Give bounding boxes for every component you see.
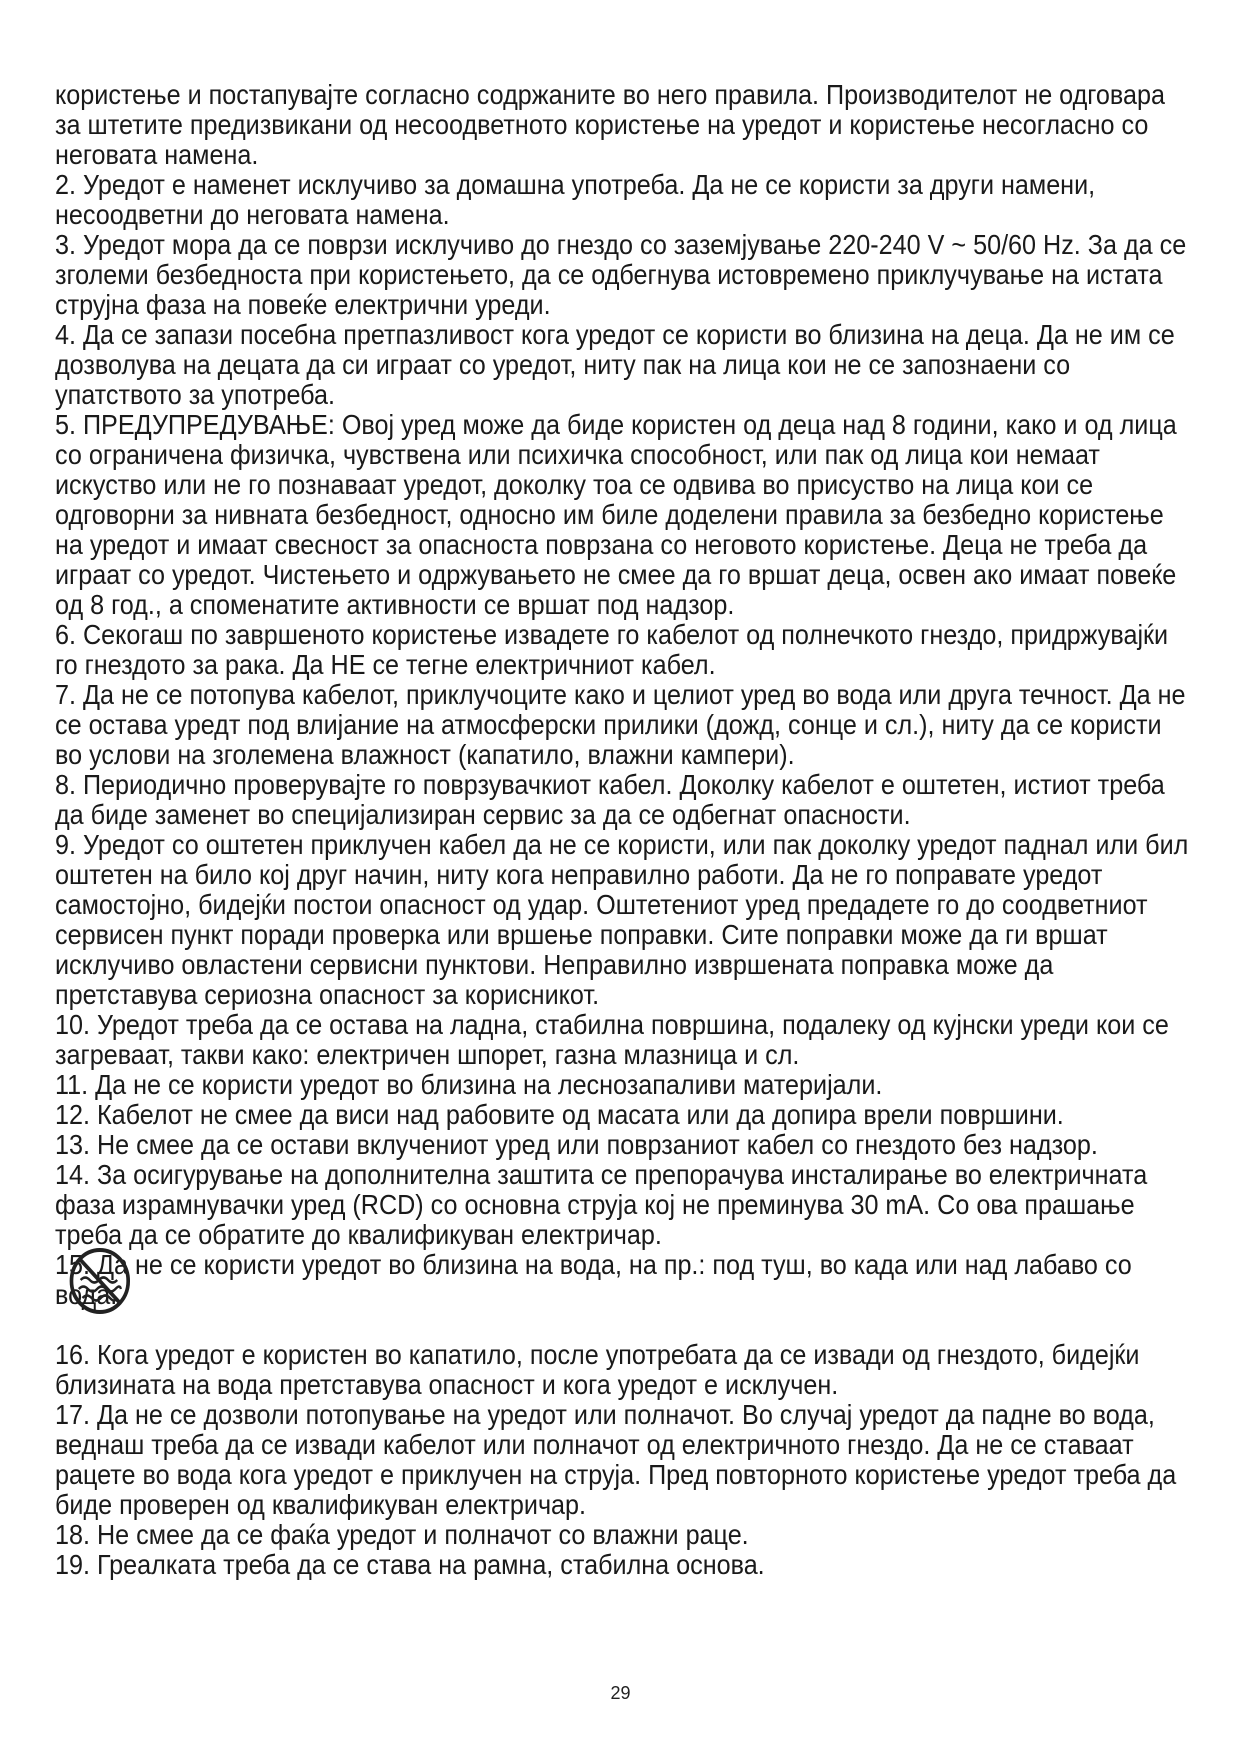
paragraph-17: 17. Да не се дозволи потопување на уредот или полначот. Во случај уредот да падне во вода, веднаш треба да се извади кабелот или полначот од електричното гнездо. Да не се ставаат рацете во вода кога уредот е приклучен на струја. Пред повторното користење уредот треба да биде проверен од квалификуван електричар.: [55, 1399, 1177, 1520]
paragraph-14: 14. За осигурување на дополнителна заштита се препорачува инсталирање во електричната фаза израмнувачки уред (RCD) со основна струја кој не преминува 30 mA. Со ова прашање треба да се обратите до квалификуван електричар.: [55, 1159, 1148, 1250]
paragraph-6: 6. Секогаш по завршеното користење извадете го кабелот од полнечкото гнездо, придржувајќи го гнездото за рака. Да НЕ се тегне електричниот кабел.: [55, 619, 1169, 680]
page-number: 29: [610, 1683, 631, 1703]
paragraph-8: 8. Периодично проверувајте го поврзувачкиот кабел. Доколку кабелот е оштетен, истиот треба да биде заменет во специјализиран сервис за да се одбегнат опасности.: [55, 769, 1165, 830]
paragraph-13: 13. Не смее да се остави вклучениот уред или поврзаниот кабел со гнездото без надзор.: [55, 1129, 1098, 1160]
paragraph-16: 16. Кога уредот е користен во капатило, после употребата да се извади од гнездото, бидејќи близината на вода претставува опасност и кога уредот е исклучен.: [55, 1339, 1140, 1400]
paragraph-9: 9. Уредот со оштетен приклучен кабел да не се користи, или пак доколку уредот паднал или бил оштетен на било кој друг начин, ниту кога неправилно работи. Да не го поправате уредот самостојно, бидејќи постои опасност од удар. Оштетениот уред предадете го до соодветниот сервисен пункт поради проверка или вршење поправки. Сите поправки може да ги вршат исклучиво овластени сервисни пунктови. Неправилно извршената поправка може да претставува сериозна опасност за корисникот.: [55, 829, 1189, 1010]
paragraph-18: 18. Не смее да се фаќа уредот и полначот со влажни раце.: [55, 1519, 749, 1550]
paragraph-15: 15. Да не се користи уредот во близина на вода, на пр.: под туш, во када или над лабаво со вода.: [55, 1249, 1132, 1310]
paragraph-11: 11. Да не се користи уредот во близина на леснозапаливи материјали.: [55, 1069, 883, 1100]
paragraph-intro: користење и постапувајте согласно содржаните во него правила. Производителот не одговара за штетите предизвикани од несоодветното користење на уредот и користење несогласно со неговата намена.: [55, 79, 1165, 170]
paragraph-10: 10. Уредот треба да се остава на ладна, стабилна површина, подалеку од кујнски уреди кои се загреваат, такви како: електричен шпорет, газна млазница и сл.: [55, 1009, 1169, 1070]
document-body: [55, 80, 1190, 1580]
paragraph-4: 4. Да се запази посебна претпазливост кога уредот се користи во близина на деца. Да не им се дозволува на децата да си играат со уредот, ниту пак на лица кои не се запознаени со упатството за употреба.: [55, 319, 1175, 410]
paragraph-5-warning: 5. ПРЕДУПРЕДУВАЊЕ: Овој уред може да биде користен од деца над 8 години, како и од лица со ограничена физичка, чувствена или психичка способност, или пак од лица кои немаат искуство или не го познаваат уредот, доколку тоа се одвива во присуство на лица кои се одговорни за нивната безбедност, односно им биле доделени правила за безбедно користење на уредот и имаат свесност за опасноста поврзана со неговото користење. Деца не треба да играат со уредот. Чистењето и одржувањето не смее да го вршат деца, освен ако имаат повеќе од 8 год., а споменатите активности се вршат под надзор.: [55, 409, 1177, 620]
paragraph-7: 7. Да не се потопува кабелот, приклучоците како и целиот уред во вода или друга течност. Да не се остава уредт под влијание на атмосферски прилики (дожд, сонце и сл.), ниту да се користи во услови на зголемена влажност (капатило, влажни кампери).: [55, 679, 1186, 770]
no-water-icon: [68, 1246, 132, 1316]
paragraph-2: 2. Уредот е наменет исклучиво за домашна употреба. Да не се користи за други намени, несоодветни до неговата намена.: [55, 169, 1096, 230]
paragraph-3: 3. Уредот мора да се поврзи исклучиво до гнездо со заземјување 220-240 V ~ 50/60 Hz. За да се зголеми безбедноста при користењето, да се одбегнува истовремено приклучување на истата струјна фаза на повеќе електрични уреди.: [55, 229, 1187, 320]
paragraph-12: 12. Кабелот не смее да виси над рабовите од масата или да допира врели површини.: [55, 1099, 1064, 1130]
paragraph-15-block: [55, 1250, 1190, 1310]
paragraph-19: 19. Греалката треба да се става на рамна, стабилна основа.: [55, 1549, 765, 1580]
